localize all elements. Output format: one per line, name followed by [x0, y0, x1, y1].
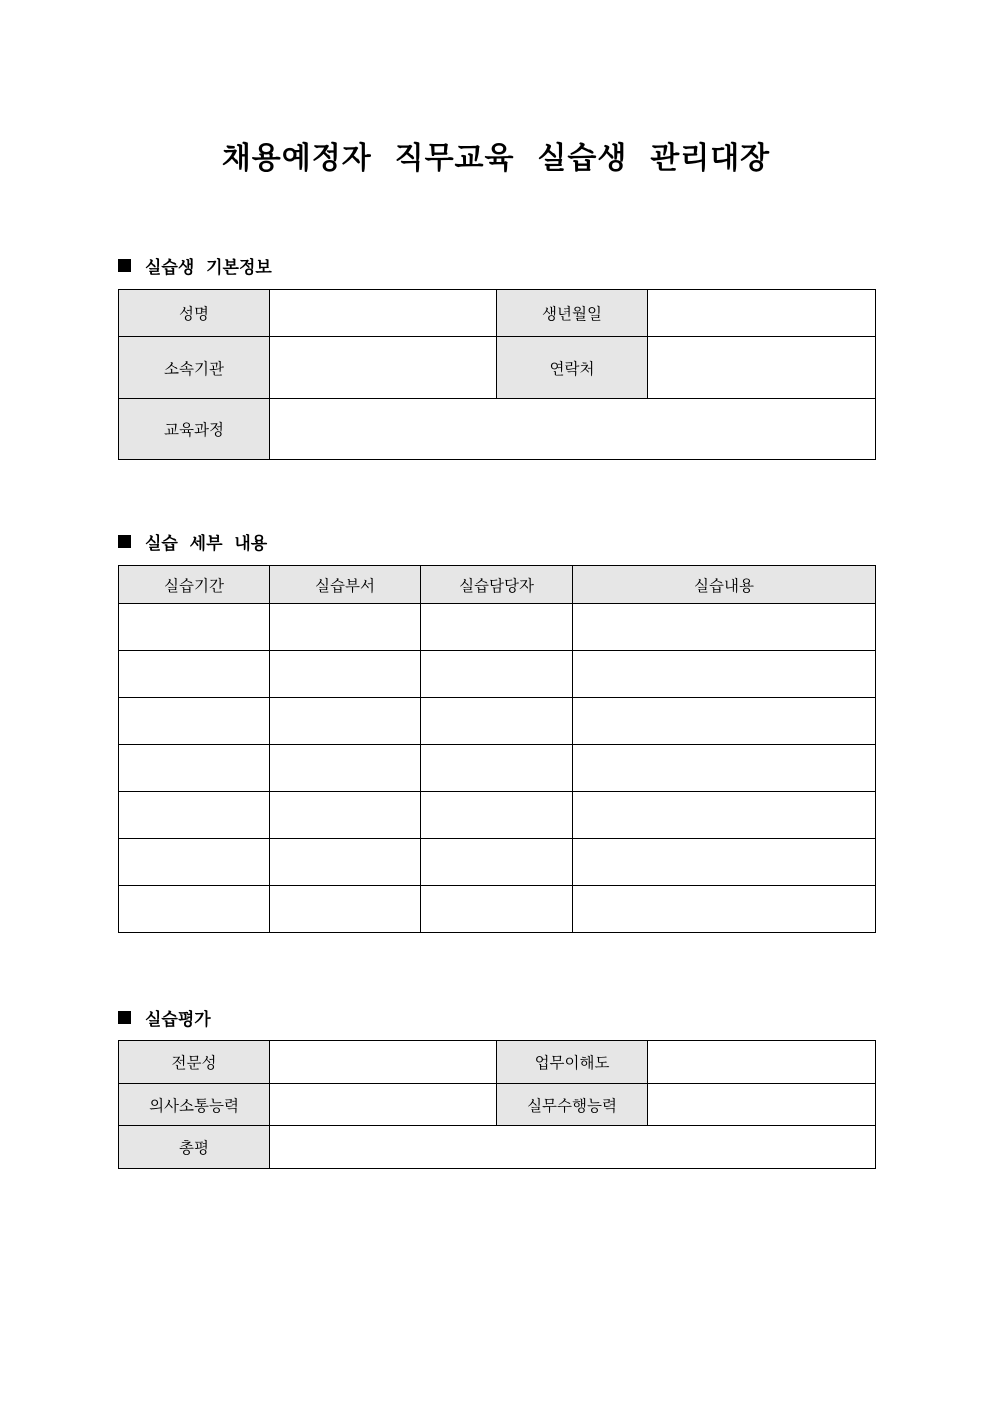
birth-label: 생년월일	[497, 290, 648, 337]
department-cell[interactable]	[270, 604, 421, 651]
table-row	[119, 1126, 876, 1169]
supervisor-cell[interactable]	[421, 604, 573, 651]
section-heading-detail	[118, 529, 267, 554]
supervisor-cell[interactable]	[421, 698, 573, 745]
table-row	[119, 651, 876, 698]
page-title: 채용예정자 직무교육 실습생 관리대장	[221, 141, 771, 176]
evaluation-table	[118, 1040, 876, 1169]
content-cell[interactable]	[573, 839, 876, 886]
column-header-content: 실습내용	[573, 566, 876, 604]
table-row	[119, 1041, 876, 1084]
understanding-field[interactable]	[648, 1041, 876, 1084]
column-header-department: 실습부서	[270, 566, 421, 604]
department-cell[interactable]	[270, 792, 421, 839]
supervisor-cell[interactable]	[421, 839, 573, 886]
communication-field[interactable]	[270, 1084, 497, 1126]
table-row	[119, 337, 876, 399]
department-cell[interactable]	[270, 745, 421, 792]
org-label: 소속기관	[119, 337, 270, 399]
department-cell[interactable]	[270, 698, 421, 745]
content-cell[interactable]	[573, 792, 876, 839]
column-header-supervisor: 실습담당자	[421, 566, 573, 604]
performance-label: 실무수행능력	[497, 1084, 648, 1126]
square-bullet-icon	[118, 535, 131, 548]
table-row	[119, 745, 876, 792]
content-cell[interactable]	[573, 651, 876, 698]
period-cell[interactable]	[119, 839, 270, 886]
contact-field[interactable]	[648, 337, 876, 399]
department-cell[interactable]	[270, 886, 421, 933]
square-bullet-icon	[118, 259, 131, 272]
contact-label: 연락처	[497, 337, 648, 399]
detail-table	[118, 565, 876, 933]
table-row	[119, 886, 876, 933]
basic-info-table	[118, 289, 876, 460]
birth-field[interactable]	[648, 290, 876, 337]
department-cell[interactable]	[270, 651, 421, 698]
org-field[interactable]	[270, 337, 497, 399]
department-cell[interactable]	[270, 839, 421, 886]
supervisor-cell[interactable]	[421, 886, 573, 933]
supervisor-cell[interactable]	[421, 651, 573, 698]
table-header-row	[119, 566, 876, 604]
table-row	[119, 399, 876, 460]
communication-label: 의사소통능력	[119, 1084, 270, 1126]
supervisor-cell[interactable]	[421, 792, 573, 839]
content-cell[interactable]	[573, 745, 876, 792]
name-label: 성명	[119, 290, 270, 337]
course-label: 교육과정	[119, 399, 270, 460]
table-row	[119, 698, 876, 745]
table-row	[119, 604, 876, 651]
content-cell[interactable]	[573, 698, 876, 745]
section-heading-basic-text: 실습생 기본정보	[145, 258, 272, 278]
section-heading-basic	[118, 253, 272, 278]
column-header-period: 실습기간	[119, 566, 270, 604]
performance-field[interactable]	[648, 1084, 876, 1126]
section-heading-evaluation-text: 실습평가	[145, 1010, 211, 1030]
overall-field[interactable]	[270, 1126, 876, 1169]
overall-label: 총평	[119, 1126, 270, 1169]
understanding-label: 업무이해도	[497, 1041, 648, 1084]
period-cell[interactable]	[119, 698, 270, 745]
table-row	[119, 839, 876, 886]
expertise-field[interactable]	[270, 1041, 497, 1084]
supervisor-cell[interactable]	[421, 745, 573, 792]
square-bullet-icon	[118, 1011, 131, 1024]
course-field[interactable]	[270, 399, 876, 460]
section-heading-detail-text: 실습 세부 내용	[145, 534, 268, 554]
table-row	[119, 792, 876, 839]
table-row	[119, 290, 876, 337]
period-cell[interactable]	[119, 792, 270, 839]
table-row	[119, 1084, 876, 1126]
expertise-label: 전문성	[119, 1041, 270, 1084]
name-field[interactable]	[270, 290, 497, 337]
period-cell[interactable]	[119, 604, 270, 651]
period-cell[interactable]	[119, 886, 270, 933]
period-cell[interactable]	[119, 651, 270, 698]
content-cell[interactable]	[573, 604, 876, 651]
content-cell[interactable]	[573, 886, 876, 933]
section-heading-evaluation	[118, 1005, 211, 1030]
period-cell[interactable]	[119, 745, 270, 792]
